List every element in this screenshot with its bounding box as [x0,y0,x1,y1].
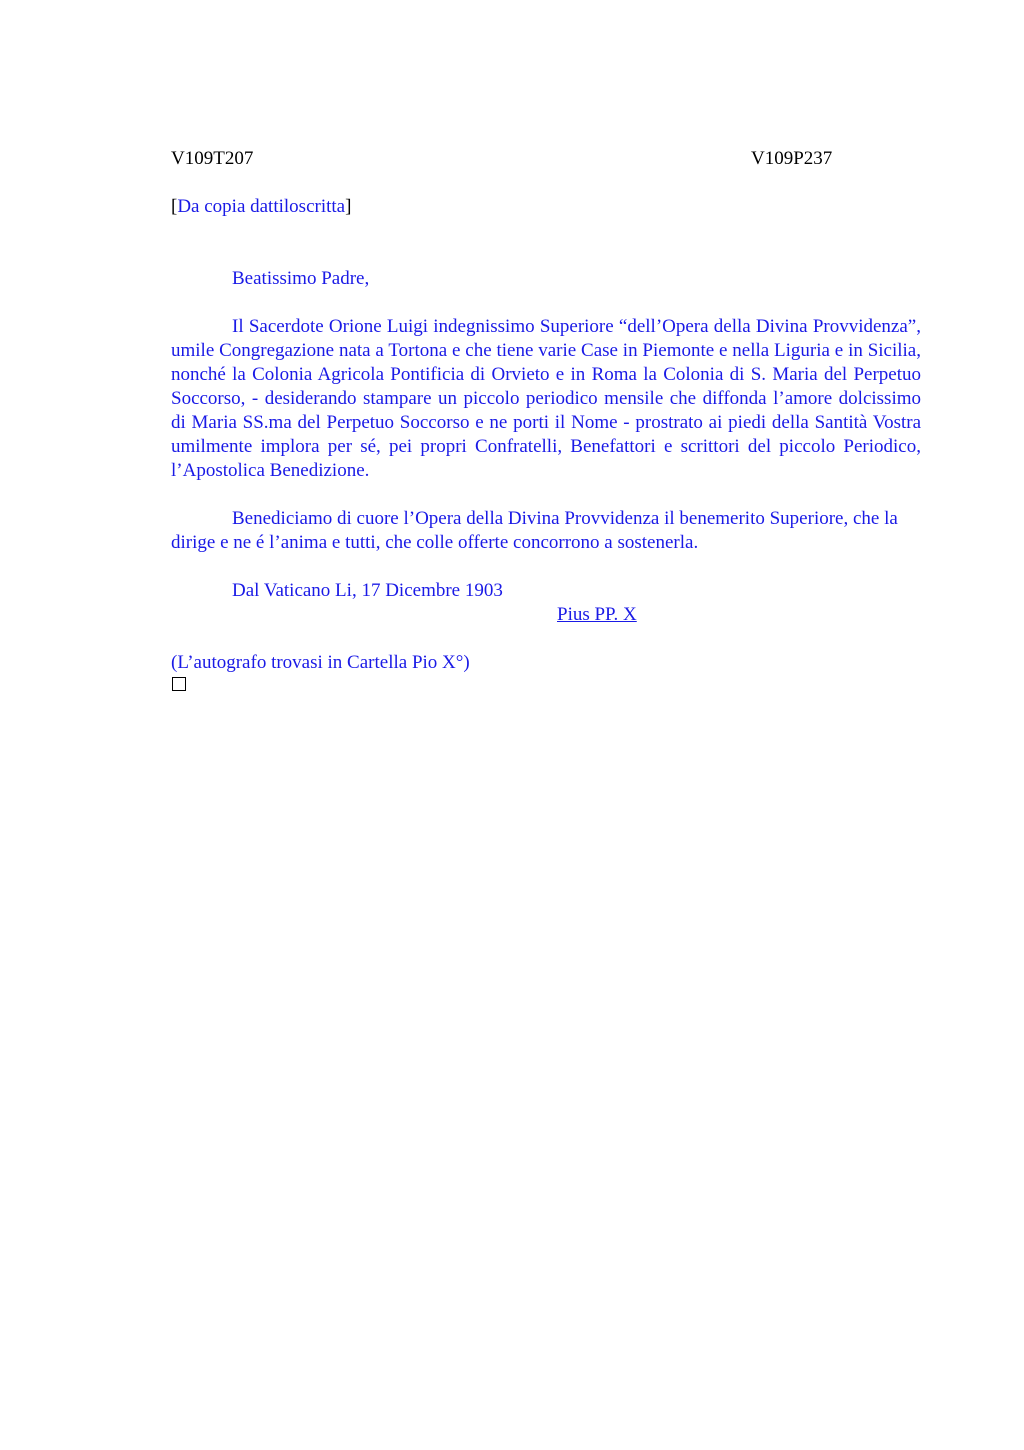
pope-signature: Pius PP. X [557,604,637,625]
volume-code-left: V109T207 [171,148,254,169]
letter-salutation: Beatissimo Padre, [232,268,370,289]
source-note-close-bracket: ] [345,196,352,217]
signature-row [171,603,921,627]
volume-code-right: V109P237 [751,148,833,169]
autograph-footnote: (L’autografo trovasi in Cartella Pio X°) [171,652,470,673]
source-note-text: Da copia dattiloscritta [177,196,346,217]
letter-dateline: Dal Vaticano Li, 17 Dicembre 1903 [232,580,503,601]
document-page [171,147,921,691]
letter-paragraph-blessing: Benediciamo di cuore l’Opera della Divina Provvidenza il benemerito Superiore, che la dirige e ne é l’anima e tutti, che colle offerte concorrono a sostenerla. [171,508,898,553]
letter-paragraph-petition: Il Sacerdote Orione Luigi indegnissimo Superiore “dell’Opera della Divina Provvidenza”, umile Congregazione nata a Tortona e che tiene varie Case in Piemonte e nella Liguria e in Sicilia, nonché la Colonia Agricola Pontificia di Orvieto e in Roma la Colonia di S. Maria del Perpetuo Soccorso, - desiderando stampare un piccolo periodico mensile che diffonda l’amore dolcissimo di Maria SS.ma del Perpetuo Soccorso e ne porti il Nome - prostrato ai piedi della Santità Vostra umilmente implora per sé, pei propri Confratelli, Benefattori e scrittori del piccolo Periodico, l’Apostolica Benedizione. [171,316,921,481]
source-note [171,195,921,219]
checkbox-square-icon [172,677,186,691]
header-row [171,147,921,171]
source-note-open-bracket: [ [171,196,178,217]
